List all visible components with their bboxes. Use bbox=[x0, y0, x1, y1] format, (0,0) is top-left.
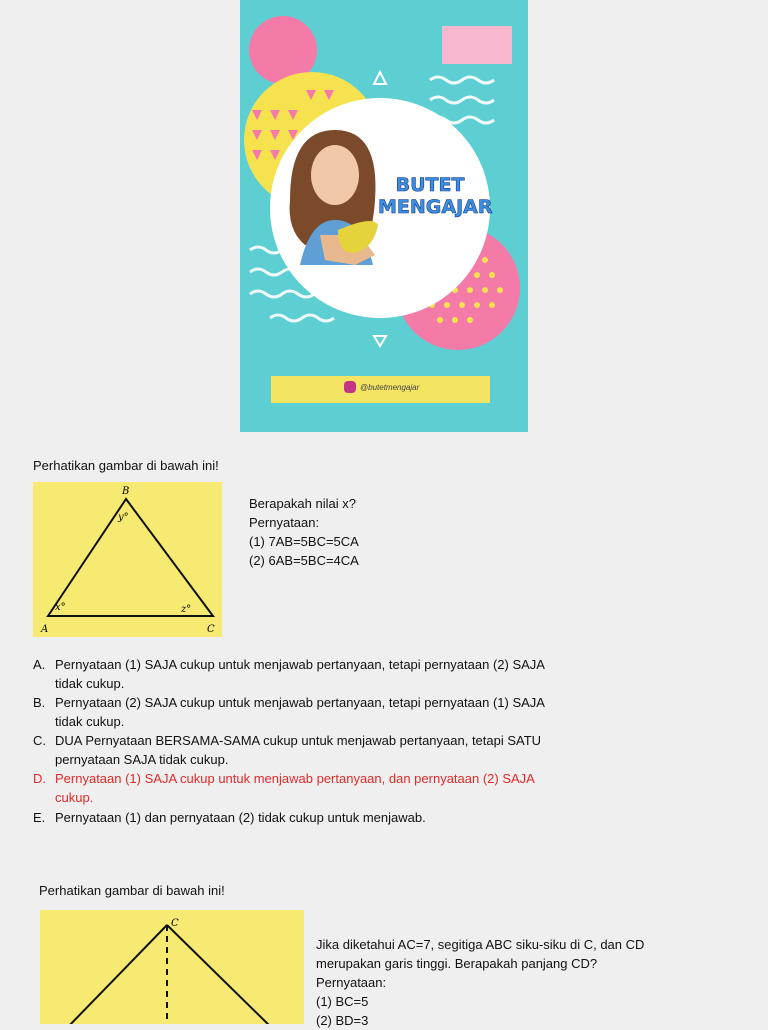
option-e bbox=[33, 808, 633, 827]
vertex-c-label: C bbox=[171, 918, 179, 929]
q2-line1: Jika diketahui AC=7, segitiga ABC siku-siku di C, dan CD bbox=[316, 937, 645, 952]
vertex-b-label: B bbox=[122, 486, 130, 497]
q2-statement-1: (1) BC=5 bbox=[316, 994, 369, 1009]
q1-statement-1: (1) 7AB=5BC=5CA bbox=[249, 534, 359, 549]
option-letter: A. bbox=[33, 657, 46, 672]
option-text-line2: tidak cukup. bbox=[55, 714, 125, 729]
option-text-line1: Pernyataan (2) SAJA cukup untuk menjawab pertanyaan, tetapi pernyataan (1) SAJA bbox=[55, 695, 545, 710]
option-letter: B. bbox=[33, 695, 46, 710]
option-b bbox=[33, 693, 633, 731]
option-letter: D. bbox=[33, 771, 46, 786]
brand-line2: MENGAJAR bbox=[378, 196, 493, 218]
option-letter: E. bbox=[33, 810, 46, 825]
option-text-line1: Pernyataan (1) SAJA cukup untuk menjawab pertanyaan, tetapi pernyataan (2) SAJA bbox=[55, 657, 545, 672]
option-text-line2: pernyataan SAJA tidak cukup. bbox=[55, 752, 229, 767]
right-triangle-diagram bbox=[40, 910, 304, 1024]
brand-line1: BUTET bbox=[395, 174, 465, 196]
option-letter: C. bbox=[33, 733, 46, 748]
vertex-c-label: C bbox=[207, 624, 215, 635]
q1-intro: Perhatikan gambar di bawah ini! bbox=[33, 458, 219, 473]
angle-z-label: z° bbox=[181, 604, 192, 615]
q2-statements-title: Pernyataan: bbox=[316, 975, 387, 990]
q2-intro: Perhatikan gambar di bawah ini! bbox=[39, 883, 225, 898]
q1-statements-title: Pernyataan: bbox=[249, 515, 320, 530]
q1-statement-2: (2) 6AB=5BC=4CA bbox=[249, 553, 359, 568]
option-text-line1: DUA Pernyataan BERSAMA-SAMA cukup untuk menjawab pertanyaan, tetapi SATU bbox=[55, 733, 542, 748]
angle-x-label: x° bbox=[55, 602, 66, 613]
q2-statement-2: (2) BD=3 bbox=[316, 1013, 369, 1028]
option-text-line1: Pernyataan (1) dan pernyataan (2) tidak cukup untuk menjawab. bbox=[55, 810, 426, 825]
instagram-icon bbox=[344, 381, 356, 393]
q2-line2: merupakan garis tinggi. Berapakah panjang CD? bbox=[316, 956, 598, 971]
option-text-line2: cukup. bbox=[55, 790, 94, 805]
q2-triangle-figure bbox=[40, 910, 304, 1024]
q1-triangle-figure bbox=[33, 482, 222, 637]
instagram-handle: @butetmengajar bbox=[360, 383, 420, 392]
option-a bbox=[33, 655, 633, 693]
option-text-line2: tidak cukup. bbox=[55, 676, 125, 691]
option-c bbox=[33, 731, 633, 769]
vertex-a-label: A bbox=[41, 624, 49, 635]
brand-logo bbox=[378, 174, 493, 218]
q1-question: Berapakah nilai x? bbox=[249, 496, 356, 511]
option-text-line1: Pernyataan (1) SAJA cukup untuk menjawab pertanyaan, dan pernyataan (2) SAJA bbox=[55, 771, 535, 786]
option-d-correct bbox=[33, 769, 633, 807]
triangle-abc-diagram bbox=[33, 482, 222, 637]
angle-y-label: y° bbox=[118, 512, 129, 523]
